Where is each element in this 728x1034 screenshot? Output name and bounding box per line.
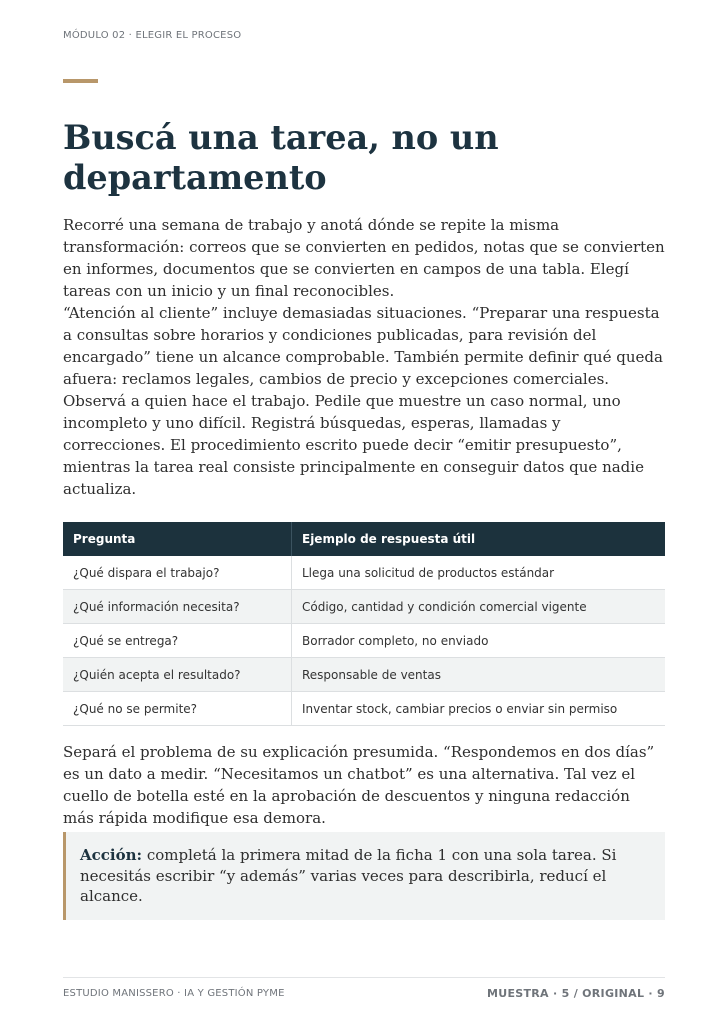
table-header-row — [63, 522, 665, 556]
table-cell-question: ¿Quién acepta el resultado? — [63, 658, 292, 692]
callout-text: completá la primera mitad de la ficha 1 con una sola tarea. Si necesitás escribir “y además” varias veces para describirla, reducí el alcance. — [80, 846, 617, 905]
column-header-question: Pregunta — [63, 522, 292, 556]
footer-page-number: MUESTRA · 5 / ORIGINAL · 9 — [486, 987, 665, 1000]
table-row — [63, 624, 665, 658]
table-cell-question: ¿Qué se entrega? — [63, 624, 292, 658]
intro-paragraph: Observá a quien hace el trabajo. Pedile que muestre un caso normal, uno incompleto y uno difícil. Registrá búsquedas, esperas, llamadas y correcciones. El procedimiento escrito puede decir “emitir presupuesto”, mientras la tarea real consiste principalmente en conseguir datos que nadie actualiza. — [63, 392, 644, 498]
callout-label: Acción: — [80, 846, 143, 864]
table-cell-answer: Inventar stock, cambiar precios o enviar sin permiso — [292, 692, 666, 726]
table-row — [63, 590, 665, 624]
questions-table — [63, 522, 665, 726]
table-cell-answer: Responsable de ventas — [292, 658, 666, 692]
table-row — [63, 556, 665, 590]
footer-publisher: ESTUDIO MANISSERO · IA Y GESTIÓN PYME — [63, 988, 285, 999]
table-cell-question: ¿Qué información necesita? — [63, 590, 292, 624]
intro-paragraph: “Atención al cliente” incluye demasiadas situaciones. “Preparar una respuesta a consultas sobre horarios y condiciones publicadas, para revisión del encargado” tiene un alcance comprobable. También permite definir qué queda afuera: reclamos legales, cambios de precio y excepciones comerciales. — [63, 304, 663, 388]
table-row — [63, 692, 665, 726]
action-callout — [63, 832, 665, 920]
footer-divider — [63, 977, 665, 978]
column-header-answer: Ejemplo de respuesta útil — [292, 522, 666, 556]
after-paragraph: Separá el problema de su explicación presumida. “Respondemos en dos días” es un dato a medir. “Necesitamos un chatbot” es una alternativa. Tal vez el cuello de botella esté en la aprobación de descuentos y ninguna redacción más rápida modifique esa demora. — [63, 743, 655, 827]
accent-rule — [63, 79, 98, 83]
table-row — [63, 658, 665, 692]
table-cell-question: ¿Qué no se permite? — [63, 692, 292, 726]
after-table-text — [63, 741, 665, 829]
table-cell-answer: Llega una solicitud de productos estándar — [292, 556, 666, 590]
intro-text — [63, 214, 665, 500]
table-cell-question: ¿Qué dispara el trabajo? — [63, 556, 292, 590]
module-label: MÓDULO 02 · ELEGIR EL PROCESO — [63, 30, 242, 41]
intro-paragraph: Recorré una semana de trabajo y anotá dónde se repite la misma transformación: correos que se convierten en pedidos, notas que se convierten en informes, documentos que se convierten en campos de una tabla. Elegí tareas con un inicio y un final reconocibles. — [63, 216, 665, 300]
page-title: Buscá una tarea, no un departamento — [63, 118, 499, 197]
table-cell-answer: Código, cantidad y condición comercial vigente — [292, 590, 666, 624]
table-cell-answer: Borrador completo, no enviado — [292, 624, 666, 658]
